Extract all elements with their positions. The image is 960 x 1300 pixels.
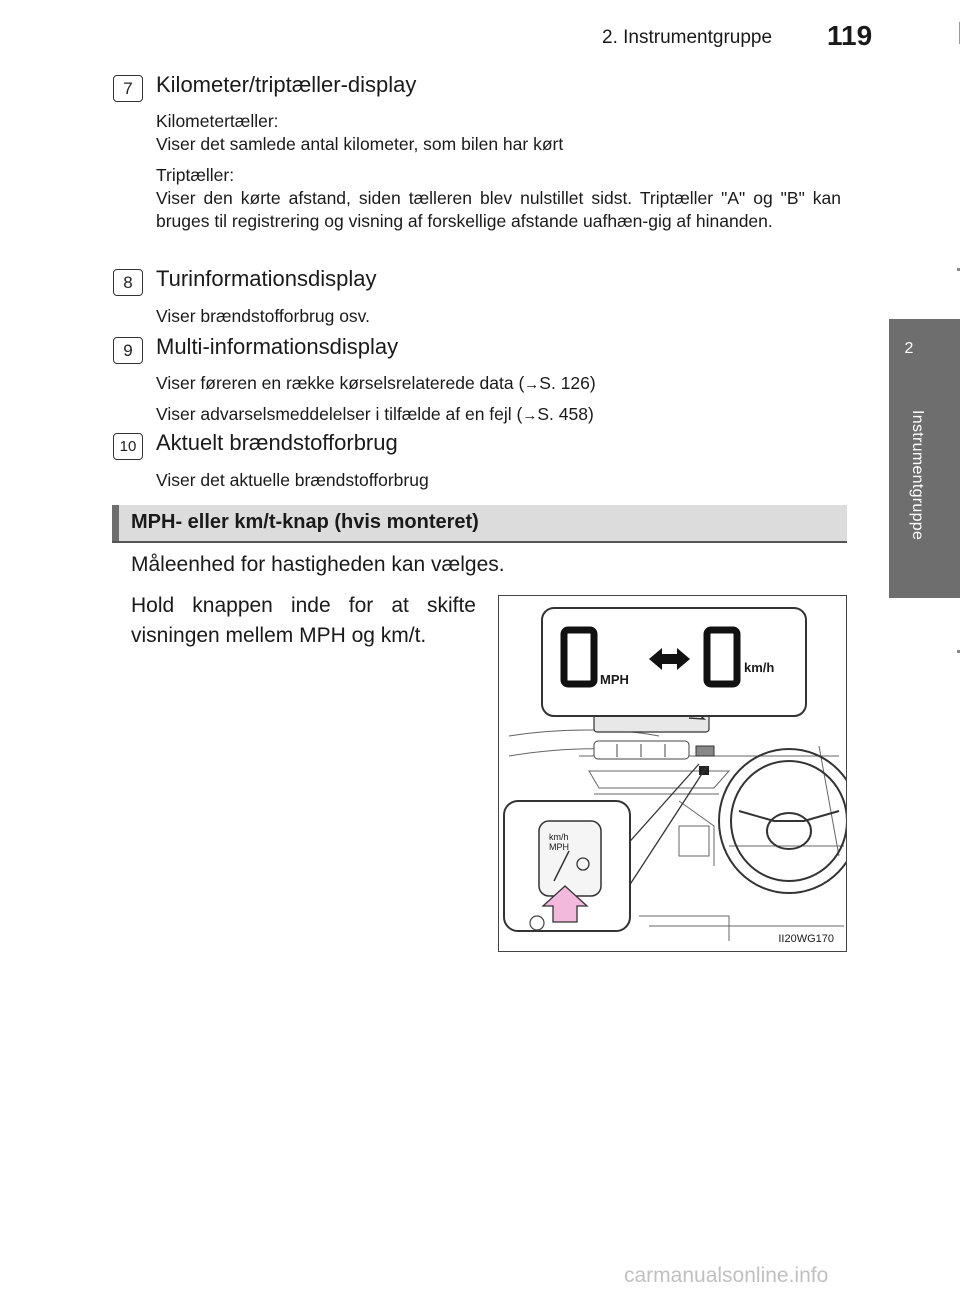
item-text-main: Viser advarselsmeddelelser i tilfælde af en fejl ( [156, 404, 523, 424]
section-accent [112, 505, 119, 541]
arrow-right-icon: → [522, 407, 538, 424]
button-label-kmh: km/h [549, 832, 569, 842]
section-paragraph: Måleenhed for hastigheden kan vælges. [131, 553, 505, 576]
display-unit-kmh: km/h [744, 660, 775, 675]
item-number-badge: 8 [113, 269, 143, 296]
item-text: Viser det samlede antal kilometer, som bilen har kørt [156, 134, 564, 154]
running-header: 2. Instrumentgruppe [602, 27, 773, 48]
item-text: Triptæller: [156, 165, 235, 185]
page-reference-link[interactable]: S. 126) [539, 373, 596, 393]
item-text [156, 403, 594, 427]
item-text: Viser brændstofforbrug osv. [156, 306, 370, 326]
button-label-mph: MPH [549, 842, 569, 852]
figure-code: II20WG170 [778, 933, 834, 945]
section-heading [112, 505, 847, 543]
speed-unit-illustration [498, 595, 847, 952]
item-number-badge: 7 [113, 75, 143, 102]
page-number: 119 [827, 20, 873, 51]
dashboard-drawing [499, 596, 847, 952]
page-reference-link[interactable]: S. 458) [537, 404, 594, 424]
section-paragraph: Hold knappen inde for at skifte visningen mellem MPH og km/t. [131, 594, 476, 647]
item-text: Viser den kørte afstand, siden tælleren blev nulstillet sidst. Triptæller "A" og "B" kan bruges til registrering og visning af forskellige afstande uafhæn-gig af hinanden. [156, 188, 841, 231]
item-text-main: Viser føreren en række kørselsrelaterede data ( [156, 373, 525, 393]
section-title: MPH- eller km/t-knap (hvis monteret) [131, 511, 479, 533]
display-unit-mph: MPH [600, 672, 629, 687]
arrow-right-icon: → [524, 376, 540, 393]
chapter-tab-label: Instrumentgruppe [909, 410, 926, 541]
item-title: Multi-informationsdisplay [156, 334, 399, 359]
watermark: carmanualsonline.info [624, 1264, 829, 1287]
item-text: Kilometertæller: [156, 111, 279, 131]
item-title: Aktuelt brændstofforbrug [156, 430, 398, 455]
chapter-tab-number: 2 [904, 340, 914, 357]
item-number-badge: 9 [113, 337, 143, 364]
item-text [156, 372, 596, 396]
item-title: Kilometer/triptæller-display [156, 72, 417, 97]
item-title: Turinformationsdisplay [156, 266, 377, 291]
item-number-badge: 10 [113, 433, 143, 460]
item-text: Viser det aktuelle brændstofforbrug [156, 470, 429, 490]
